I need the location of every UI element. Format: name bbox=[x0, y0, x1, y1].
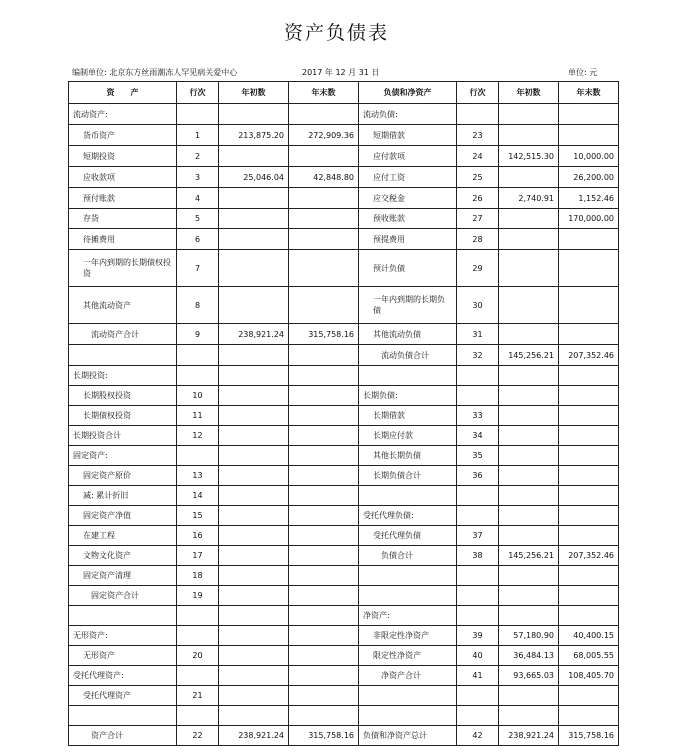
liability-opening bbox=[499, 426, 559, 446]
liability-line-no: 27 bbox=[457, 209, 499, 229]
liability-item: 长期应付款 bbox=[359, 426, 457, 446]
asset-line-no: 8 bbox=[177, 287, 219, 324]
liability-item: 净资产: bbox=[359, 606, 457, 626]
liability-item: 应付工资 bbox=[359, 167, 457, 188]
asset-opening bbox=[219, 426, 289, 446]
asset-opening bbox=[219, 466, 289, 486]
asset-closing bbox=[289, 345, 359, 366]
liability-line-no: 42 bbox=[457, 726, 499, 746]
asset-closing bbox=[289, 506, 359, 526]
asset-line-no: 4 bbox=[177, 188, 219, 209]
header-closing: 年末数 bbox=[289, 82, 359, 104]
liability-opening bbox=[499, 229, 559, 250]
liability-opening: 2,740.91 bbox=[499, 188, 559, 209]
header-liabilities: 负债和净资产 bbox=[359, 82, 457, 104]
liability-line-no: 35 bbox=[457, 446, 499, 466]
table-row bbox=[69, 324, 619, 345]
asset-opening bbox=[219, 606, 289, 626]
liability-line-no bbox=[457, 686, 499, 706]
table-row bbox=[69, 686, 619, 706]
asset-line-no: 22 bbox=[177, 726, 219, 746]
asset-opening bbox=[219, 406, 289, 426]
asset-closing bbox=[289, 566, 359, 586]
asset-closing bbox=[289, 526, 359, 546]
liability-closing bbox=[559, 324, 619, 345]
liability-closing bbox=[559, 386, 619, 406]
liability-line-no: 30 bbox=[457, 287, 499, 324]
liability-closing bbox=[559, 406, 619, 426]
currency-unit: 单位: 元 bbox=[568, 68, 598, 77]
liability-closing bbox=[559, 125, 619, 146]
liability-closing bbox=[559, 366, 619, 386]
asset-line-no bbox=[177, 626, 219, 646]
table-row bbox=[69, 566, 619, 586]
asset-line-no bbox=[177, 666, 219, 686]
header-assets: 资 产 bbox=[69, 82, 177, 104]
asset-item: 存货 bbox=[69, 209, 177, 229]
asset-opening bbox=[219, 666, 289, 686]
liability-line-no: 40 bbox=[457, 646, 499, 666]
liability-opening bbox=[499, 324, 559, 345]
liability-opening: 238,921.24 bbox=[499, 726, 559, 746]
liability-line-no: 41 bbox=[457, 666, 499, 686]
liability-line-no bbox=[457, 586, 499, 606]
asset-item: 固定资产合计 bbox=[69, 586, 177, 606]
asset-line-no: 11 bbox=[177, 406, 219, 426]
asset-line-no: 10 bbox=[177, 386, 219, 406]
liability-line-no: 26 bbox=[457, 188, 499, 209]
liability-line-no: 33 bbox=[457, 406, 499, 426]
liability-opening bbox=[499, 506, 559, 526]
liability-item: 负债合计 bbox=[359, 546, 457, 566]
liability-closing: 68,005.55 bbox=[559, 646, 619, 666]
asset-opening bbox=[219, 287, 289, 324]
asset-closing: 315,758.16 bbox=[289, 324, 359, 345]
header-closing-2: 年末数 bbox=[559, 82, 619, 104]
asset-item: 长期投资合计 bbox=[69, 426, 177, 446]
asset-opening bbox=[219, 706, 289, 726]
liability-closing: 170,000.00 bbox=[559, 209, 619, 229]
liability-opening bbox=[499, 526, 559, 546]
liability-closing bbox=[559, 426, 619, 446]
table-row bbox=[69, 167, 619, 188]
table-row bbox=[69, 466, 619, 486]
asset-item: 货币资产 bbox=[69, 125, 177, 146]
asset-closing bbox=[289, 406, 359, 426]
asset-opening bbox=[219, 250, 289, 287]
liability-opening bbox=[499, 406, 559, 426]
liability-opening bbox=[499, 586, 559, 606]
report-date: 2017 年 12 月 31 日 bbox=[302, 68, 380, 77]
liability-item bbox=[359, 566, 457, 586]
asset-closing bbox=[289, 188, 359, 209]
asset-line-no bbox=[177, 606, 219, 626]
liability-closing bbox=[559, 229, 619, 250]
header-opening: 年初数 bbox=[219, 82, 289, 104]
liability-closing bbox=[559, 250, 619, 287]
liability-closing bbox=[559, 566, 619, 586]
asset-opening bbox=[219, 345, 289, 366]
liability-closing bbox=[559, 706, 619, 726]
liability-closing bbox=[559, 466, 619, 486]
asset-line-no: 18 bbox=[177, 566, 219, 586]
liability-item: 负债和净资产总计 bbox=[359, 726, 457, 746]
asset-item: 在建工程 bbox=[69, 526, 177, 546]
liability-closing bbox=[559, 446, 619, 466]
asset-item: 短期投资 bbox=[69, 146, 177, 167]
table-row bbox=[69, 486, 619, 506]
liability-line-no: 31 bbox=[457, 324, 499, 345]
table-row bbox=[69, 426, 619, 446]
liability-opening: 36,484.13 bbox=[499, 646, 559, 666]
asset-item: 长期股权投资 bbox=[69, 386, 177, 406]
asset-line-no: 16 bbox=[177, 526, 219, 546]
liability-closing: 108,405.70 bbox=[559, 666, 619, 686]
asset-item: 固定资产净值 bbox=[69, 506, 177, 526]
liability-closing bbox=[559, 606, 619, 626]
liability-line-no bbox=[457, 506, 499, 526]
asset-closing bbox=[289, 606, 359, 626]
liability-closing bbox=[559, 686, 619, 706]
asset-closing: 42,848.80 bbox=[289, 167, 359, 188]
liability-closing: 40,400.15 bbox=[559, 626, 619, 646]
liability-opening bbox=[499, 167, 559, 188]
liability-opening bbox=[499, 566, 559, 586]
asset-closing bbox=[289, 426, 359, 446]
asset-closing bbox=[289, 287, 359, 324]
asset-item: 文物文化资产 bbox=[69, 546, 177, 566]
asset-closing bbox=[289, 666, 359, 686]
liability-closing bbox=[559, 486, 619, 506]
asset-item bbox=[69, 345, 177, 366]
asset-opening bbox=[219, 209, 289, 229]
asset-closing bbox=[289, 229, 359, 250]
asset-item: 长期债权投资 bbox=[69, 406, 177, 426]
table-row bbox=[69, 606, 619, 626]
balance-sheet-table bbox=[68, 81, 619, 746]
header-line-no-2: 行次 bbox=[457, 82, 499, 104]
liability-opening bbox=[499, 125, 559, 146]
liability-opening: 145,256.21 bbox=[499, 345, 559, 366]
asset-opening: 25,046.04 bbox=[219, 167, 289, 188]
liability-closing: 207,352.46 bbox=[559, 546, 619, 566]
liability-line-no: 37 bbox=[457, 526, 499, 546]
asset-opening bbox=[219, 546, 289, 566]
liability-closing: 315,758.16 bbox=[559, 726, 619, 746]
asset-item: 固定资产清理 bbox=[69, 566, 177, 586]
liability-opening bbox=[499, 486, 559, 506]
liability-line-no bbox=[457, 486, 499, 506]
asset-closing bbox=[289, 386, 359, 406]
liability-item: 应付款项 bbox=[359, 146, 457, 167]
liability-line-no: 25 bbox=[457, 167, 499, 188]
liability-closing bbox=[559, 526, 619, 546]
asset-opening bbox=[219, 686, 289, 706]
asset-closing bbox=[289, 626, 359, 646]
asset-opening bbox=[219, 104, 289, 125]
liability-opening bbox=[499, 104, 559, 125]
table-row bbox=[69, 666, 619, 686]
liability-opening bbox=[499, 209, 559, 229]
asset-closing bbox=[289, 250, 359, 287]
table-row bbox=[69, 546, 619, 566]
header-opening-2: 年初数 bbox=[499, 82, 559, 104]
asset-line-no: 12 bbox=[177, 426, 219, 446]
liability-line-no: 28 bbox=[457, 229, 499, 250]
asset-opening: 213,875.20 bbox=[219, 125, 289, 146]
asset-line-no: 17 bbox=[177, 546, 219, 566]
asset-item: 流动资产合计 bbox=[69, 324, 177, 345]
liability-closing bbox=[559, 506, 619, 526]
asset-closing: 315,758.16 bbox=[289, 726, 359, 746]
table-header-row bbox=[69, 82, 619, 104]
table-row bbox=[69, 125, 619, 146]
liability-opening bbox=[499, 686, 559, 706]
asset-line-no: 19 bbox=[177, 586, 219, 606]
asset-opening bbox=[219, 506, 289, 526]
asset-item: 应收款项 bbox=[69, 167, 177, 188]
asset-opening bbox=[219, 646, 289, 666]
liability-item: 短期借款 bbox=[359, 125, 457, 146]
asset-item: 固定资产: bbox=[69, 446, 177, 466]
asset-line-no bbox=[177, 366, 219, 386]
liability-item: 净资产合计 bbox=[359, 666, 457, 686]
liability-item: 长期负债合计 bbox=[359, 466, 457, 486]
liability-item: 流动负债合计 bbox=[359, 345, 457, 366]
liability-item: 预收账款 bbox=[359, 209, 457, 229]
asset-item: 待摊费用 bbox=[69, 229, 177, 250]
asset-closing bbox=[289, 146, 359, 167]
liability-item: 流动负债: bbox=[359, 104, 457, 125]
liability-opening bbox=[499, 706, 559, 726]
asset-opening bbox=[219, 229, 289, 250]
asset-closing bbox=[289, 466, 359, 486]
asset-closing bbox=[289, 366, 359, 386]
asset-item: 长期投资: bbox=[69, 366, 177, 386]
asset-item: 无形资产 bbox=[69, 646, 177, 666]
liability-item: 长期借款 bbox=[359, 406, 457, 426]
page-title: 资产负债表 bbox=[283, 22, 389, 44]
liability-opening bbox=[499, 250, 559, 287]
asset-opening bbox=[219, 366, 289, 386]
table-row bbox=[69, 526, 619, 546]
asset-item bbox=[69, 606, 177, 626]
liability-line-no bbox=[457, 606, 499, 626]
asset-closing bbox=[289, 486, 359, 506]
table-row bbox=[69, 626, 619, 646]
asset-item: 预付账款 bbox=[69, 188, 177, 209]
table-row bbox=[69, 706, 619, 726]
asset-opening: 238,921.24 bbox=[219, 324, 289, 345]
asset-closing: 272,909.36 bbox=[289, 125, 359, 146]
table-row bbox=[69, 386, 619, 406]
table-row bbox=[69, 229, 619, 250]
asset-opening bbox=[219, 626, 289, 646]
asset-line-no: 13 bbox=[177, 466, 219, 486]
liability-closing bbox=[559, 104, 619, 125]
asset-line-no bbox=[177, 104, 219, 125]
liability-opening bbox=[499, 446, 559, 466]
liability-line-no bbox=[457, 706, 499, 726]
liability-line-no bbox=[457, 104, 499, 125]
liability-item bbox=[359, 366, 457, 386]
table-row bbox=[69, 345, 619, 366]
asset-line-no: 3 bbox=[177, 167, 219, 188]
liability-opening bbox=[499, 606, 559, 626]
table-row bbox=[69, 586, 619, 606]
liability-closing: 207,352.46 bbox=[559, 345, 619, 366]
asset-line-no: 2 bbox=[177, 146, 219, 167]
liability-line-no: 39 bbox=[457, 626, 499, 646]
liability-item bbox=[359, 686, 457, 706]
asset-closing bbox=[289, 646, 359, 666]
asset-opening bbox=[219, 188, 289, 209]
liability-item: 预计负债 bbox=[359, 250, 457, 287]
liability-closing: 26,200.00 bbox=[559, 167, 619, 188]
asset-item: 受托代理资产: bbox=[69, 666, 177, 686]
table-row bbox=[69, 506, 619, 526]
liability-line-no: 36 bbox=[457, 466, 499, 486]
asset-line-no: 7 bbox=[177, 250, 219, 287]
liability-line-no bbox=[457, 386, 499, 406]
table-row bbox=[69, 726, 619, 746]
liability-item bbox=[359, 486, 457, 506]
asset-item: 流动资产: bbox=[69, 104, 177, 125]
table-row bbox=[69, 406, 619, 426]
liability-item: 其他长期负债 bbox=[359, 446, 457, 466]
liability-opening bbox=[499, 287, 559, 324]
asset-opening bbox=[219, 486, 289, 506]
liability-item: 非限定性净资产 bbox=[359, 626, 457, 646]
liability-item: 一年内到期的长期负债 bbox=[359, 287, 457, 324]
asset-line-no bbox=[177, 345, 219, 366]
asset-opening bbox=[219, 526, 289, 546]
asset-item: 受托代理资产 bbox=[69, 686, 177, 706]
table-row bbox=[69, 146, 619, 167]
liability-opening: 57,180.90 bbox=[499, 626, 559, 646]
liability-closing bbox=[559, 586, 619, 606]
asset-line-no: 1 bbox=[177, 125, 219, 146]
liability-opening: 142,515.30 bbox=[499, 146, 559, 167]
table-row bbox=[69, 188, 619, 209]
liability-opening: 145,256.21 bbox=[499, 546, 559, 566]
asset-line-no: 5 bbox=[177, 209, 219, 229]
liability-item: 受托代理负债: bbox=[359, 506, 457, 526]
asset-opening bbox=[219, 446, 289, 466]
liability-item: 其他流动负债 bbox=[359, 324, 457, 345]
asset-line-no: 6 bbox=[177, 229, 219, 250]
asset-item bbox=[69, 706, 177, 726]
reporting-entity: 编制单位: 北京东方丝雨潮冻人罕见病关爱中心 bbox=[72, 68, 238, 77]
asset-line-no: 9 bbox=[177, 324, 219, 345]
liability-line-no: 32 bbox=[457, 345, 499, 366]
liability-item: 预提费用 bbox=[359, 229, 457, 250]
table-row bbox=[69, 646, 619, 666]
liability-opening bbox=[499, 466, 559, 486]
asset-opening bbox=[219, 586, 289, 606]
table-row bbox=[69, 287, 619, 324]
asset-line-no: 14 bbox=[177, 486, 219, 506]
asset-closing bbox=[289, 706, 359, 726]
asset-closing bbox=[289, 209, 359, 229]
asset-closing bbox=[289, 546, 359, 566]
table-row bbox=[69, 446, 619, 466]
liability-opening bbox=[499, 386, 559, 406]
liability-line-no: 24 bbox=[457, 146, 499, 167]
liability-closing: 10,000.00 bbox=[559, 146, 619, 167]
asset-opening: 238,921.24 bbox=[219, 726, 289, 746]
liability-line-no bbox=[457, 566, 499, 586]
liability-line-no bbox=[457, 366, 499, 386]
asset-closing bbox=[289, 446, 359, 466]
liability-item: 受托代理负债 bbox=[359, 526, 457, 546]
asset-line-no: 21 bbox=[177, 686, 219, 706]
liability-opening: 93,665.03 bbox=[499, 666, 559, 686]
asset-opening bbox=[219, 566, 289, 586]
asset-closing bbox=[289, 104, 359, 125]
table-row bbox=[69, 209, 619, 229]
asset-item: 固定资产原价 bbox=[69, 466, 177, 486]
asset-item: 减: 累计折旧 bbox=[69, 486, 177, 506]
liability-closing bbox=[559, 287, 619, 324]
liability-line-no: 29 bbox=[457, 250, 499, 287]
table-row bbox=[69, 366, 619, 386]
asset-line-no bbox=[177, 706, 219, 726]
table-row bbox=[69, 104, 619, 125]
liability-line-no: 23 bbox=[457, 125, 499, 146]
liability-item bbox=[359, 586, 457, 606]
asset-line-no bbox=[177, 446, 219, 466]
liability-line-no: 38 bbox=[457, 546, 499, 566]
liability-line-no: 34 bbox=[457, 426, 499, 446]
asset-line-no: 20 bbox=[177, 646, 219, 666]
asset-item: 一年内到期的长期债权投资 bbox=[69, 250, 177, 287]
asset-item: 资产合计 bbox=[69, 726, 177, 746]
asset-line-no: 15 bbox=[177, 506, 219, 526]
liability-item: 限定性净资产 bbox=[359, 646, 457, 666]
table-row bbox=[69, 250, 619, 287]
asset-opening bbox=[219, 386, 289, 406]
asset-closing bbox=[289, 586, 359, 606]
liability-item: 应交税金 bbox=[359, 188, 457, 209]
liability-closing: 1,152.46 bbox=[559, 188, 619, 209]
asset-closing bbox=[289, 686, 359, 706]
liability-item: 长期负债: bbox=[359, 386, 457, 406]
asset-item: 无形资产: bbox=[69, 626, 177, 646]
liability-opening bbox=[499, 366, 559, 386]
header-line-no: 行次 bbox=[177, 82, 219, 104]
liability-item bbox=[359, 706, 457, 726]
asset-opening bbox=[219, 146, 289, 167]
asset-item: 其他流动资产 bbox=[69, 287, 177, 324]
